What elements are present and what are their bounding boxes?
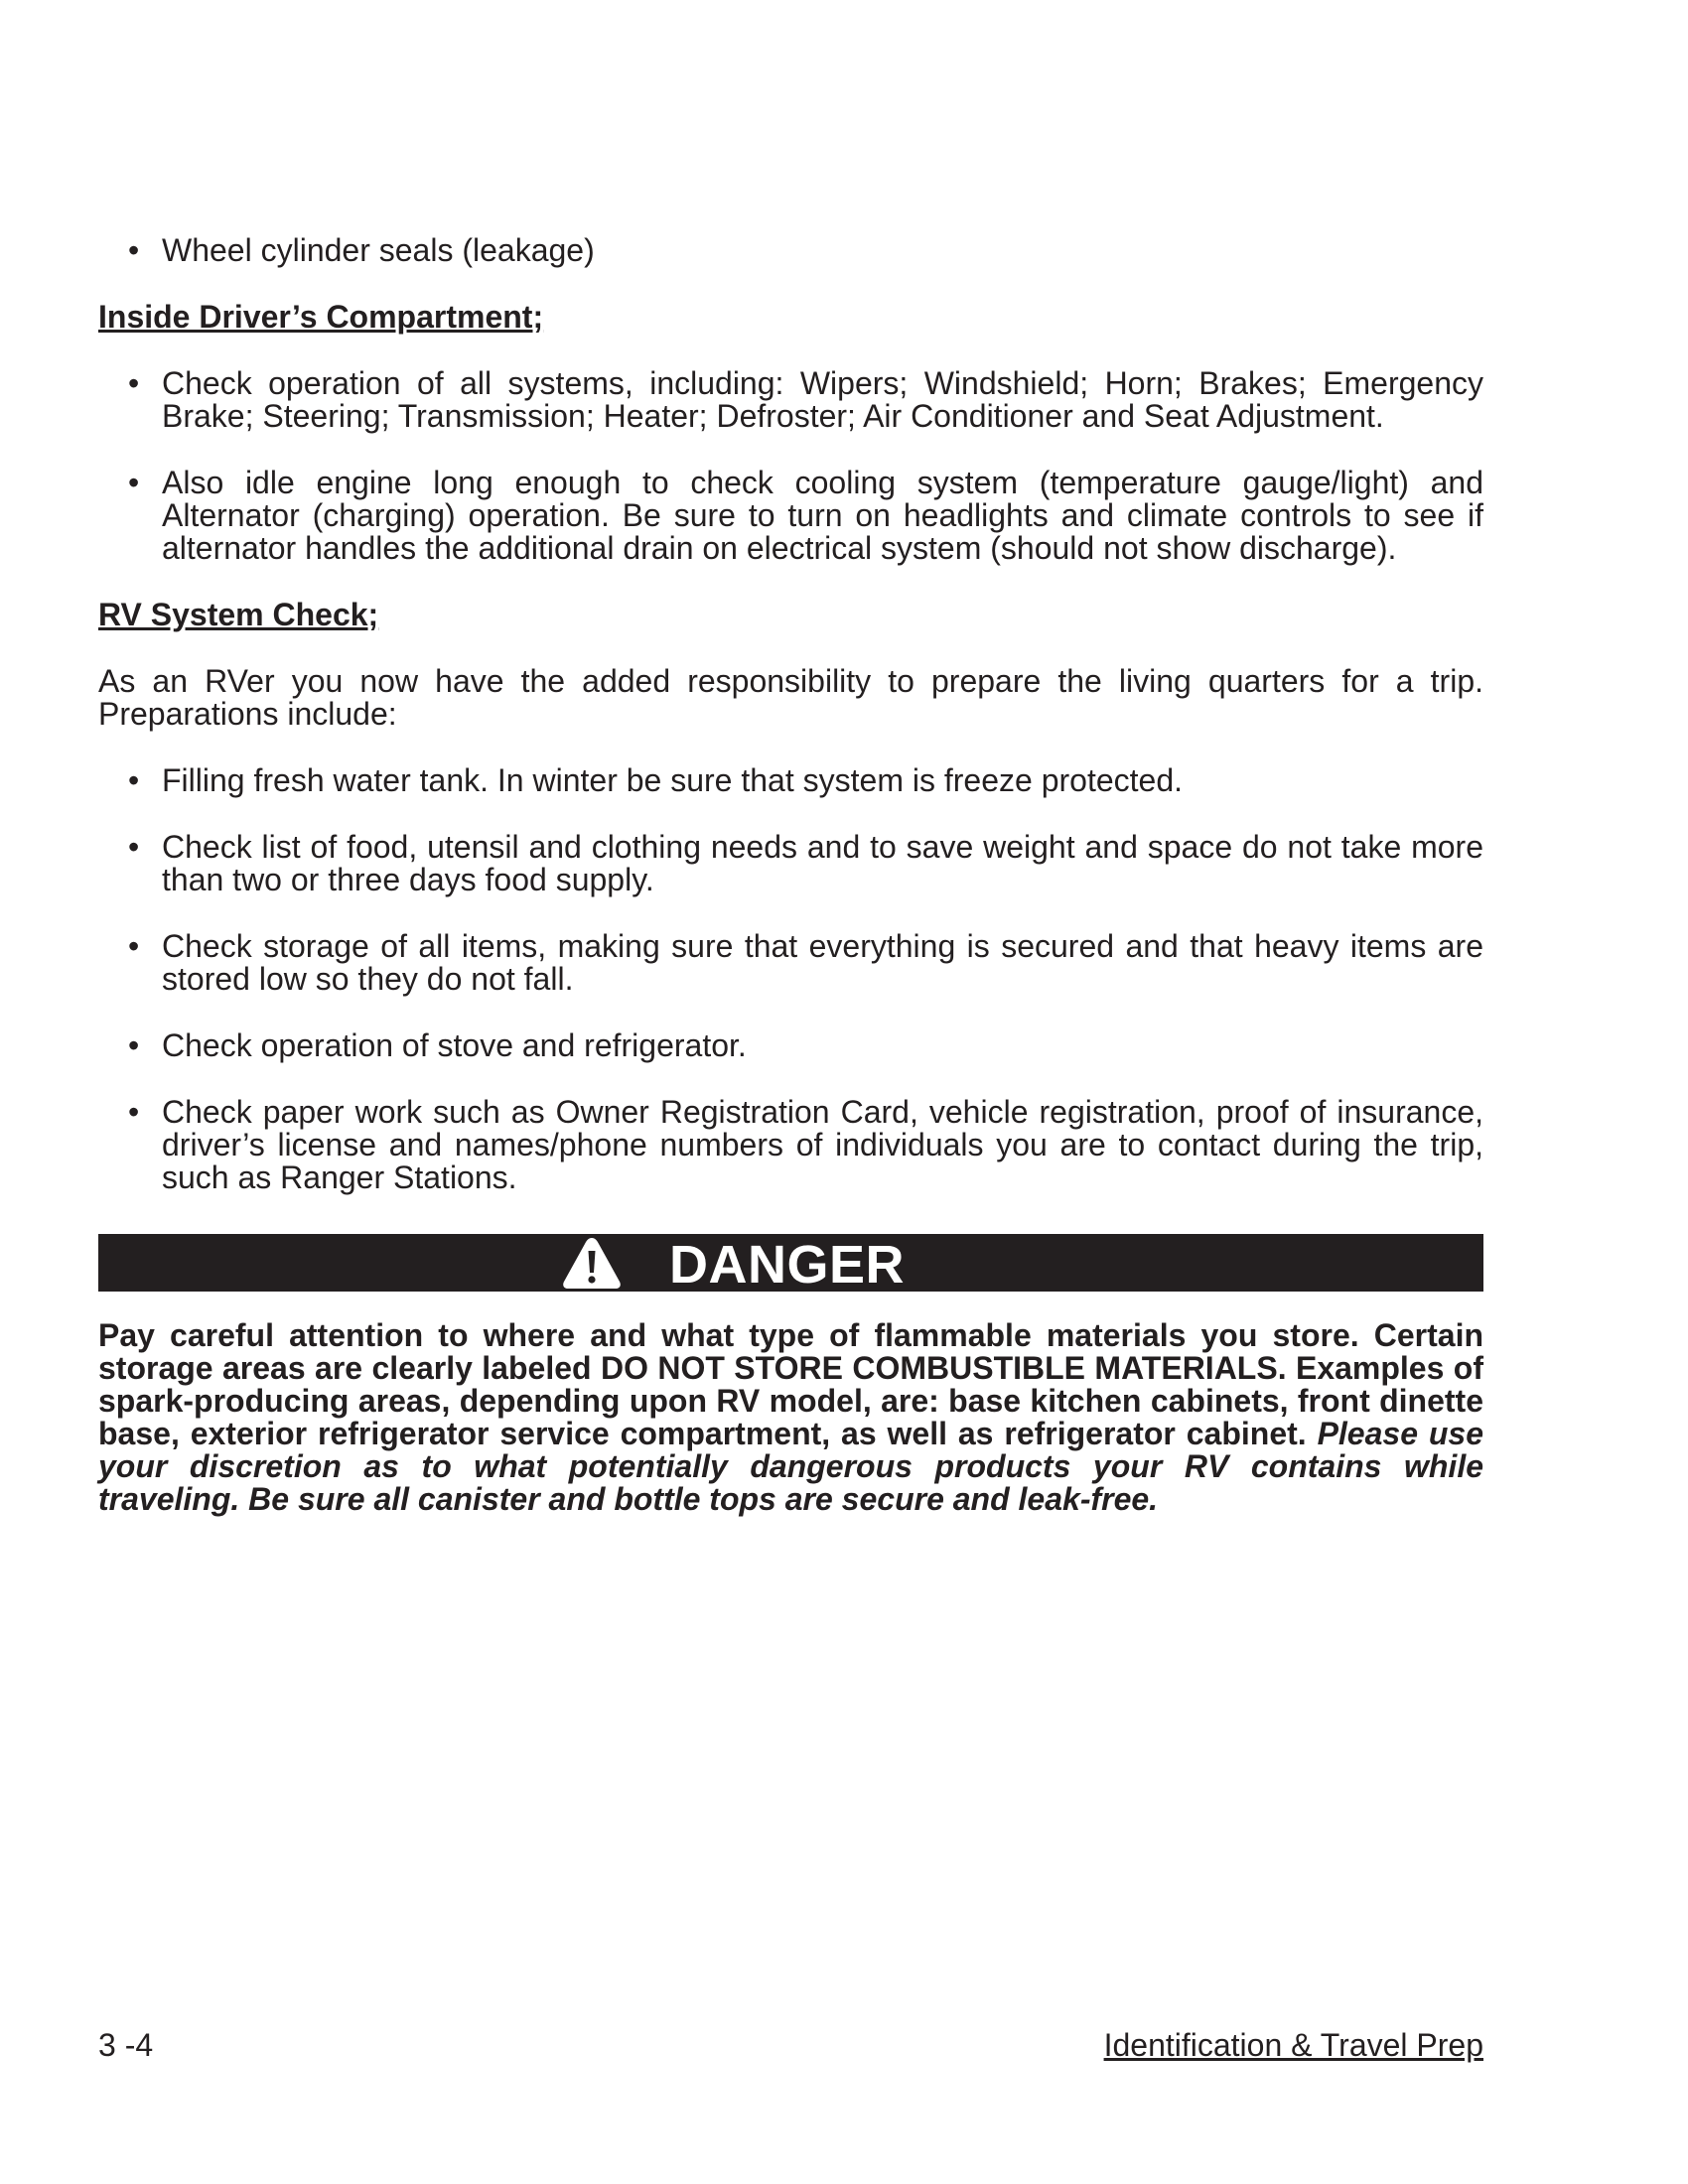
list-item-text: Also idle engine long enough to check cooling system (temperature gauge/light) and Alternator (charging) operation. Be sure to turn on headlights and climate controls to see if alternator handles the additional drain on electrical system (should not show discharge).	[162, 465, 1483, 566]
bullet-glyph: •	[128, 762, 140, 798]
driver-bullet-list	[98, 367, 1483, 565]
page-number: 3 -4	[98, 2027, 154, 2063]
bullet-glyph: •	[128, 465, 140, 500]
top-bullet-list	[98, 234, 1483, 267]
list-item	[128, 365, 1483, 434]
footer-section-title: Identification & Travel Prep	[1103, 2027, 1483, 2063]
bullet-glyph: •	[128, 928, 140, 964]
section-heading-driver: Inside Driver’s Compartment;	[98, 299, 544, 335]
bullet-glyph: •	[128, 232, 140, 268]
list-item-text: Check list of food, utensil and clothing needs and to save weight and space do not take more than two or three days food supply.	[162, 829, 1483, 897]
danger-text-regular: Pay careful attention to where and what type of flammable materials you store. Certain storage areas are clearly labeled DO NOT STORE COMBUSTIBLE MATERIALS. Examples of spark-producing areas, depending upon RV model, are: base kitchen cabinets, front dinette base, exterior refrigerator service compartment, as well as refrigerator cabinet.	[98, 1317, 1483, 1451]
list-item-text: Check operation of all systems, including: Wipers; Windshield; Horn; Brakes; Emergency Brake; Steering; Transmission; Heater; Defroster; Air Conditioner and Seat Adjustment.	[162, 365, 1483, 434]
list-item	[128, 465, 1483, 566]
bullet-glyph: •	[128, 829, 140, 865]
bullet-glyph: •	[128, 365, 140, 401]
danger-warning-text	[98, 1319, 1483, 1516]
list-item	[128, 762, 1483, 798]
bullet-glyph: •	[128, 1094, 140, 1130]
list-item	[128, 928, 1483, 997]
list-item	[128, 1094, 1483, 1195]
list-item	[128, 829, 1483, 897]
list-item	[128, 232, 1483, 268]
rv-bullet-list	[98, 764, 1483, 1194]
list-item-text: Wheel cylinder seals (leakage)	[162, 232, 595, 268]
list-item-text: Filling fresh water tank. In winter be sure that system is freeze protected.	[162, 762, 1183, 798]
rv-intro-paragraph: As an RVer you now have the added responsibility to prepare the living quarters for a trip. Preparations include:	[98, 663, 1483, 732]
list-item-text: Check paper work such as Owner Registration Card, vehicle registration, proof of insurance, driver’s license and names/phone numbers of individuals you are to contact during the trip, such as Ranger Stations.	[162, 1094, 1483, 1195]
list-item	[128, 1027, 1483, 1063]
bullet-glyph: •	[128, 1027, 140, 1063]
page-content	[98, 234, 1483, 1516]
warning-triangle-icon	[561, 1236, 623, 1290]
danger-banner	[98, 1234, 1483, 1295]
list-item-text: Check storage of all items, making sure that everything is secured and that heavy items are stored low so they do not fall.	[162, 928, 1483, 997]
danger-title: DANGER	[669, 1235, 906, 1295]
section-heading-rv: RV System Check;	[98, 597, 379, 632]
list-item-text: Check operation of stove and refrigerator.	[162, 1027, 747, 1063]
danger-text-italic: Please use your discretion as to what potentially dangerous products your RV contains while traveling. Be sure all canister and bottle tops are secure and leak-free.	[98, 1416, 1484, 1517]
